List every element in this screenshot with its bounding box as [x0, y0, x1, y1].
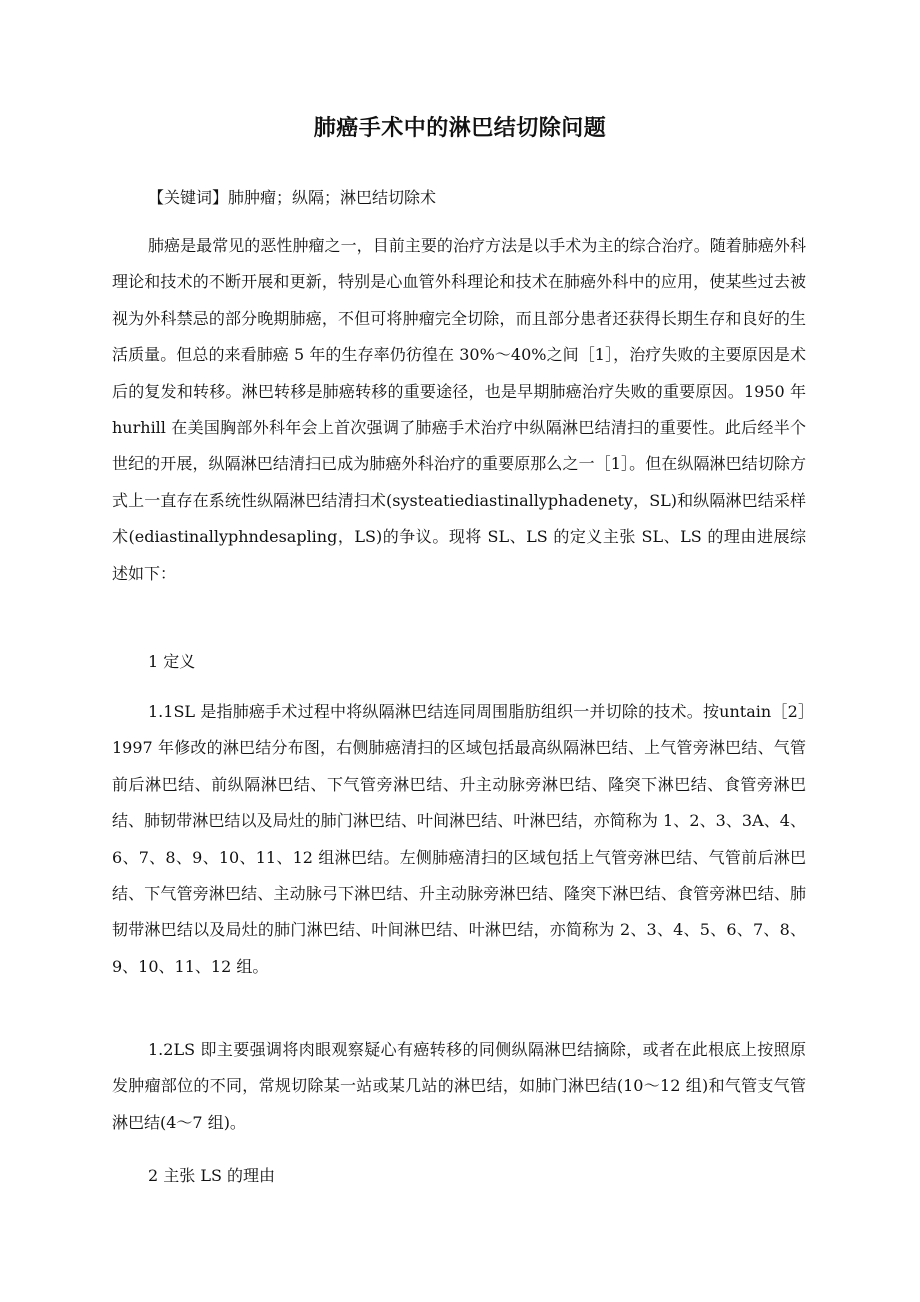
section-heading-ls-reasons: 2 主张 LS 的理由 [148, 1166, 276, 1185]
section-heading-definition: 1 定义 [148, 652, 196, 671]
definition-sl-paragraph: 1.1SL 是指肺癌手术过程中将纵隔淋巴结连同周围脂肪组织一并切除的技术。按untain［2］1997 年修改的淋巴结分布图，右侧肺癌清扫的区域包括最高纵隔淋巴结、上气管旁淋巴结、气管前后淋巴结、前纵隔淋巴结、下气管旁淋巴结、升主动脉旁淋巴结、隆突下淋巴结、食管旁淋巴结、肺韧带淋巴结以及局灶的肺门淋巴结、叶间淋巴结、叶淋巴结，亦简称为 1、2、3、3A、4、6、7、8、9、10、11、12 组淋巴结。左侧肺癌清扫的区域包括上气管旁淋巴结、气管前后淋巴结、下气管旁淋巴结、主动脉弓下淋巴结、升主动脉旁淋巴结、隆突下淋巴结、食管旁淋巴结、肺韧带淋巴结以及局灶的肺门淋巴结、叶间淋巴结、叶淋巴结，亦简称为 2、3、4、5、6、7、8、9、10、11、12 组。 [112, 702, 806, 976]
document-title: 肺癌手术中的淋巴结切除问题 [313, 116, 607, 141]
intro-paragraph: 肺癌是最常见的恶性肿瘤之一，目前主要的治疗方法是以手术为主的综合治疗。随着肺癌外科理论和技术的不断开展和更新，特别是心血管外科理论和技术在肺癌外科中的应用，使某些过去被视为外科禁忌的部分晚期肺癌，不但可将肿瘤完全切除，而且部分患者还获得长期生存和良好的生活质量。但总的来看肺癌 5 年的生存率仍彷徨在 30%～40%之间［1］，治疗失败的主要原因是术后的复发和转移。淋巴转移是肺癌转移的重要途径，也是早期肺癌治疗失败的重要原因。1950 年 hurhill 在美国胸部外科年会上首次强调了肺癌手术治疗中纵隔淋巴结清扫的重要性。此后经半个世纪的开展，纵隔淋巴结清扫已成为肺癌外科治疗的重要原那么之一［1］。但在纵隔淋巴结切除方式上一直存在系统性纵隔淋巴结清扫术(systeatiediastinallyphadenety，SL)和纵隔淋巴结采样术(ediastinallyphndesapling，LS)的争议。现将 SL、LS 的定义主张 SL、LS 的理由进展综述如下： [112, 236, 806, 583]
keywords-line: 【关键词】肺肿瘤；纵隔；淋巴结切除术 [148, 188, 437, 207]
definition-ls-paragraph: 1.2LS 即主要强调将肉眼观察疑心有癌转移的同侧纵隔淋巴结摘除，或者在此根底上按照原发肿瘤部位的不同，常规切除某一站或某几站的淋巴结，如肺门淋巴结(10～12 组)和气管支气管淋巴结(4～7 组)。 [112, 1040, 806, 1132]
